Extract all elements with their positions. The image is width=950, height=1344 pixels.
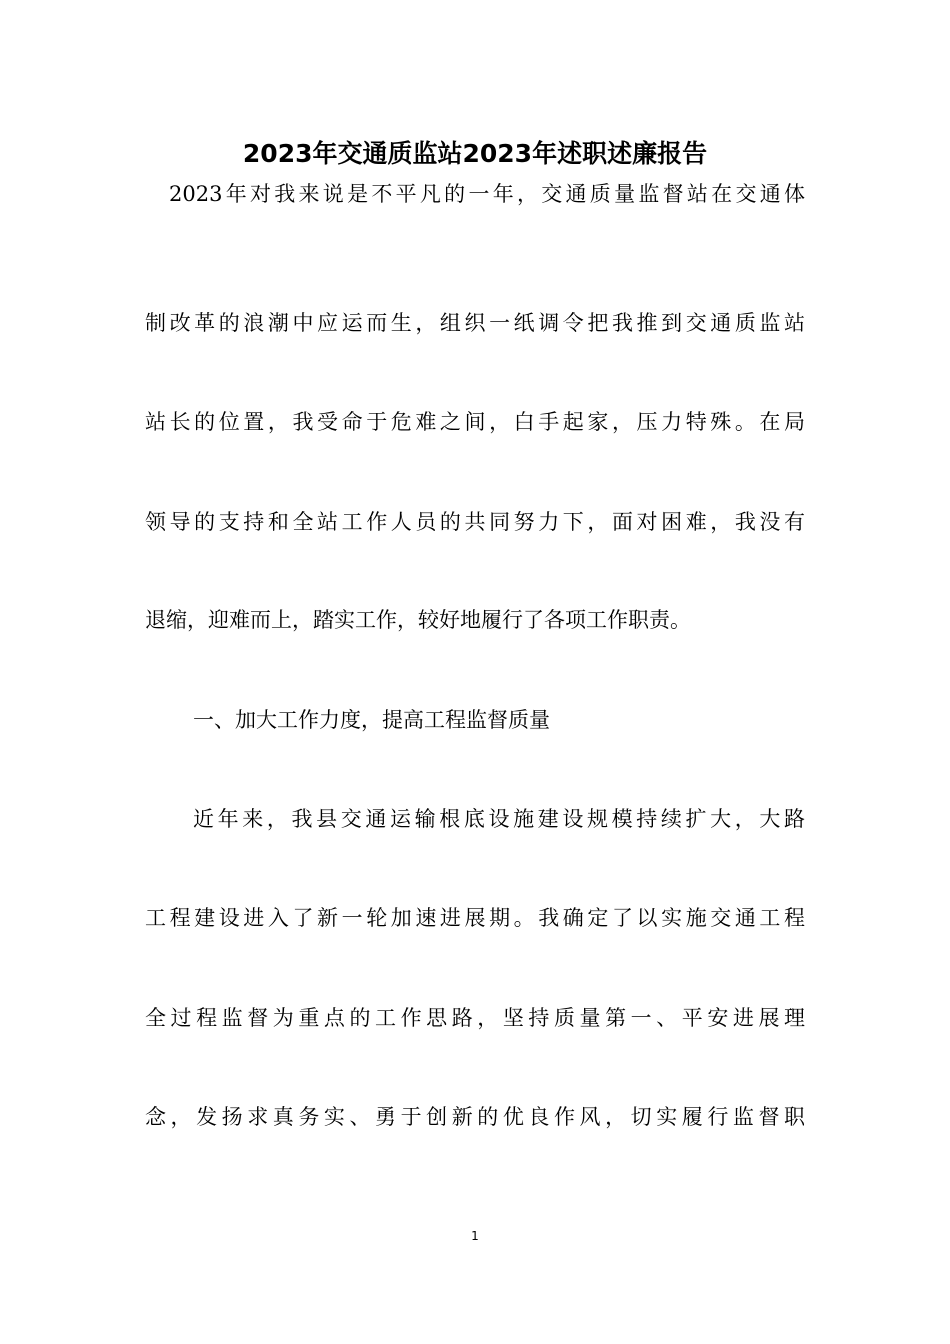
paragraph-line: 退缩，迎难而上，踏实工作，较好地履行了各项工作职责。 xyxy=(145,608,691,632)
paragraph-line: 近年来，我县交通运输根底设施建设规模持续扩大，大路 xyxy=(193,807,805,831)
page-number: 1 xyxy=(471,1229,479,1243)
paragraph-line: 工程建设进入了新一轮加速进展期。我确定了以实施交通工程 xyxy=(145,906,805,930)
paragraph-line: 全过程监督为重点的工作思路，坚持质量第一、平安进展理 xyxy=(145,1006,805,1030)
paragraph-line: 制改革的浪潮中应运而生，组织一纸调令把我推到交通质监站 xyxy=(145,311,805,335)
paragraph-line: 站长的位置，我受命于危难之间，白手起家，压力特殊。在局 xyxy=(145,410,805,434)
paragraph-line: 念，发扬求真务实、勇于创新的优良作风，切实履行监督职 xyxy=(145,1105,805,1129)
section-heading: 一、加大工作力度，提高工程监督质量 xyxy=(193,708,550,732)
paragraph-line: 领导的支持和全站工作人员的共同努力下，面对困难，我没有 xyxy=(145,510,805,534)
paragraph-line: 2023年对我来说是不平凡的一年，交通质量监督站在交通体 xyxy=(169,182,805,206)
document-title: 2023年交通质监站2023年述职述廉报告 xyxy=(242,139,708,168)
